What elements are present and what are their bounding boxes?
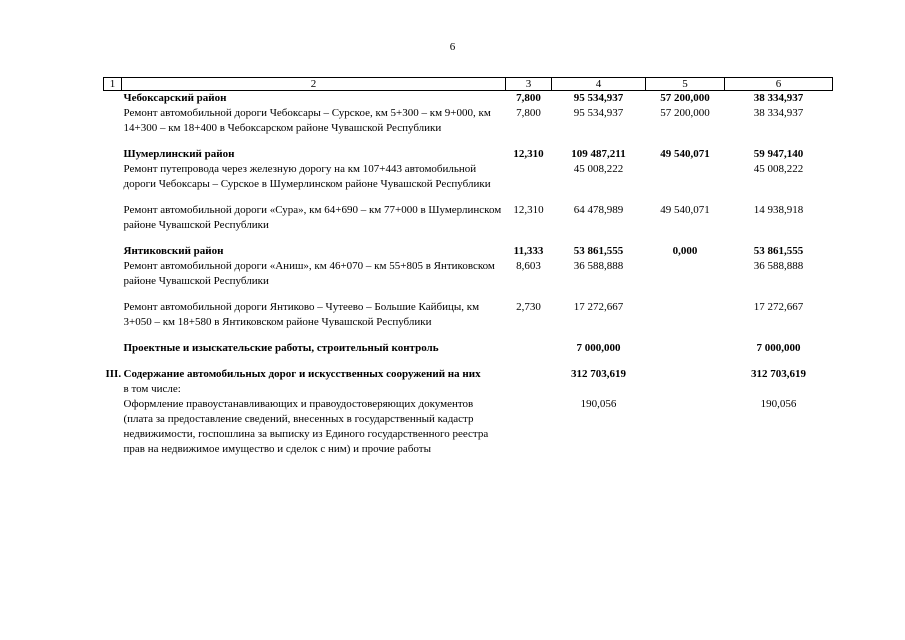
spacer-row — [104, 192, 833, 203]
spacer-row — [104, 233, 833, 244]
table-row — [104, 300, 833, 330]
header-cell: 3 — [506, 78, 552, 91]
table-cell-c5: 49 540,071 — [660, 148, 710, 160]
table-cell-c1 — [104, 91, 122, 107]
table-cell-c5 — [646, 341, 725, 356]
table-cell-c5 — [646, 397, 725, 457]
spacer-row — [104, 289, 833, 300]
table-cell-c4: 36 588,888 — [573, 260, 624, 272]
table-header-row — [104, 78, 833, 91]
table-cell-c1 — [104, 259, 122, 289]
table-cell-c4: 7 000,000 — [576, 342, 621, 354]
table-cell-c4: 95 534,937 — [573, 92, 624, 104]
table-cell-c4: 190,056 — [580, 398, 617, 410]
table-cell-c5 — [646, 382, 725, 397]
table-cell-c2: Ремонт автомобильной дороги «Сура», км 64+690 – км 77+000 в Шумерлинском районе Чувашской Республики — [123, 204, 502, 231]
header-cell: 4 — [552, 78, 646, 91]
spacer-cell — [104, 356, 833, 367]
table-cell-c1 — [104, 382, 122, 397]
table-cell-c2: Ремонт автомобильной дороги Янтиково – Чутеево – Большие Кайбицы, км 3+050 – км 18+580 в Янтиковском районе Чувашской Республики — [123, 301, 480, 328]
table-cell-c1 — [104, 147, 122, 162]
page-number: 6 — [449, 41, 456, 53]
table-cell-c4: 45 008,222 — [573, 163, 624, 175]
table-cell-c1 — [104, 300, 122, 330]
table-cell-c2: Оформление правоустанавливающих и правоудостоверяющих документов (плата за предоставление сведений, внесенных в государственный кадастр недвижимости, госпошлина за выписку из Единого государственного реестра прав на недвижимое имущество и сделок с ним) и прочие работы — [123, 398, 489, 455]
table-cell-c5: 57 200,000 — [660, 92, 710, 104]
table-cell-c3: 7,800 — [516, 107, 541, 119]
header-cell: 6 — [725, 78, 833, 91]
table-cell-c3: 2,730 — [516, 301, 541, 313]
table-cell-c6: 59 947,140 — [753, 148, 804, 160]
table-cell-c3: 7,800 — [516, 92, 541, 104]
spacer-cell — [104, 136, 833, 147]
table-cell-c2: Ремонт автомобильной дороги «Аниш», км 46+070 – км 55+805 в Янтиковском районе Чувашской Республики — [123, 260, 495, 287]
table-cell-c1 — [104, 341, 122, 356]
table-cell-c4 — [552, 382, 646, 397]
spacer-cell — [104, 330, 833, 341]
table-cell-c2: в том числе: — [123, 383, 181, 395]
table-row — [104, 259, 833, 289]
spacer-row — [104, 136, 833, 147]
table-cell-c1 — [104, 397, 122, 457]
table-cell-c3: 12,310 — [513, 204, 544, 216]
table-cell-c2: Содержание автомобильных дорог и искусственных сооружений на них — [123, 368, 481, 380]
table-row — [104, 397, 833, 457]
table-cell-c6: 190,056 — [760, 398, 797, 410]
table-cell-c2: Ремонт автомобильной дороги Чебоксары – Сурское, км 5+300 – км 9+000, км 14+300 – км 18+400 в Чебоксарском районе Чувашской Республики — [123, 107, 491, 134]
table-cell-c6: 312 703,619 — [751, 368, 806, 380]
table-row — [104, 382, 833, 397]
table-cell-c3 — [506, 397, 552, 457]
table-cell-c4: 64 478,989 — [573, 204, 624, 216]
table-cell-c6: 7 000,000 — [756, 342, 801, 354]
spacer-cell — [104, 192, 833, 203]
table-row — [104, 244, 833, 259]
table-cell-c3: 11,333 — [513, 245, 544, 257]
table-cell-c6: 17 272,667 — [753, 301, 804, 313]
table-cell-c4: 95 534,937 — [573, 107, 624, 119]
table-cell-c6: 38 334,937 — [753, 107, 804, 119]
table-cell-c5: 0,000 — [672, 245, 698, 257]
table-cell-c3: 8,603 — [516, 260, 541, 272]
table-cell-c4: 312 703,619 — [571, 368, 626, 380]
spacer-row — [104, 330, 833, 341]
table-cell-c2: Чебоксарский район — [123, 92, 227, 104]
table-cell-c6: 53 861,555 — [753, 245, 804, 257]
table-row — [104, 91, 833, 107]
table-row — [104, 106, 833, 136]
table-cell-c5: 49 540,071 — [660, 204, 710, 216]
table-cell-c1 — [104, 162, 122, 192]
spacer-cell — [104, 233, 833, 244]
table-cell-c1: III. — [105, 368, 122, 380]
table-cell-c2: Янтиковский район — [123, 245, 224, 257]
table-cell-c6: 38 334,937 — [753, 92, 804, 104]
table-row — [104, 203, 833, 233]
table-cell-c1 — [104, 106, 122, 136]
spacer-row — [104, 356, 833, 367]
header-cell: 2 — [122, 78, 506, 91]
table-cell-c2: Шумерлинский район — [123, 148, 235, 160]
table-row — [104, 162, 833, 192]
table-cell-c3 — [506, 367, 552, 382]
table-cell-c6: 45 008,222 — [753, 163, 804, 175]
table-cell-c1 — [104, 203, 122, 233]
header-cell: 5 — [646, 78, 725, 91]
table-cell-c1 — [104, 244, 122, 259]
table-cell-c4: 17 272,667 — [573, 301, 624, 313]
table-cell-c2: Ремонт путепровода через железную дорогу на км 107+443 автомобильной дороги Чебоксары – Сурское в Шумерлинском районе Чувашской Республики — [123, 163, 491, 190]
table-cell-c3 — [506, 341, 552, 356]
table-cell-c2: Проектные и изыскательские работы, строительный контроль — [123, 342, 439, 354]
table-cell-c3 — [506, 382, 552, 397]
table-cell-c4: 53 861,555 — [573, 245, 624, 257]
table-cell-c6: 14 938,918 — [753, 204, 804, 216]
table-cell-c5 — [646, 162, 725, 192]
table-cell-c6: 36 588,888 — [753, 260, 804, 272]
table-cell-c4: 109 487,211 — [571, 148, 626, 160]
header-cell: 1 — [104, 78, 122, 91]
table-cell-c3: 12,310 — [513, 148, 544, 160]
table-row — [104, 367, 833, 382]
budget-table — [103, 77, 833, 457]
table-cell-c5 — [646, 259, 725, 289]
table-row — [104, 147, 833, 162]
table-cell-c5 — [646, 300, 725, 330]
table-cell-c6 — [725, 382, 833, 397]
spacer-cell — [104, 289, 833, 300]
table-row — [104, 341, 833, 356]
table-cell-c3 — [506, 162, 552, 192]
table-cell-c5 — [646, 367, 725, 382]
table-cell-c5: 57 200,000 — [660, 107, 710, 119]
